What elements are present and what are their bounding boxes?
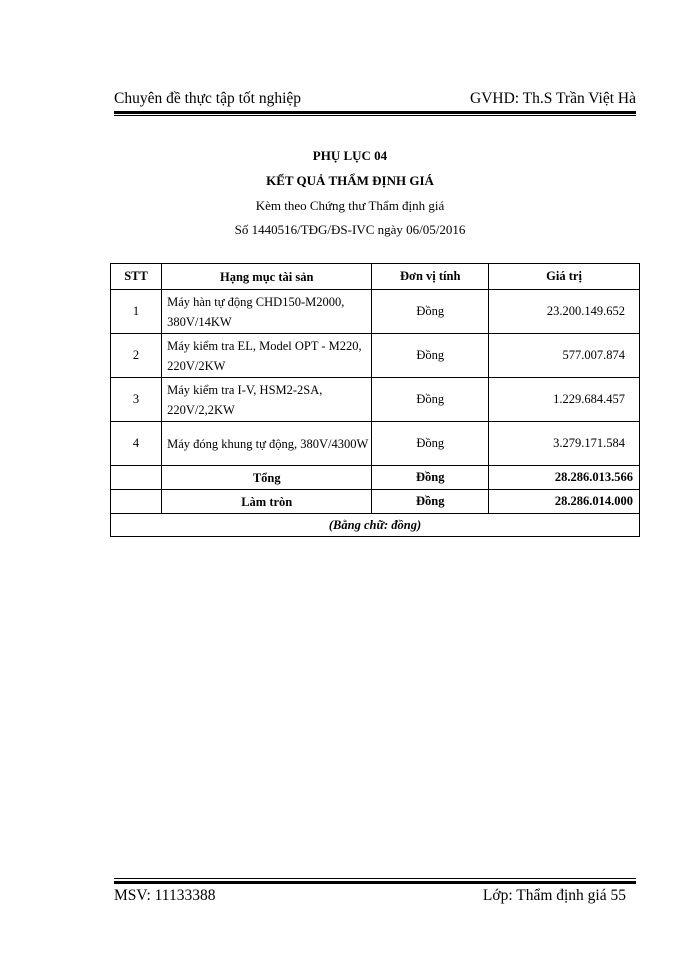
row-unit: Đồng — [372, 290, 489, 334]
row-stt: 1 — [111, 290, 162, 334]
row-value: 23.200.149.652 — [489, 290, 640, 334]
valuation-table — [110, 263, 640, 537]
page-footer — [114, 887, 626, 907]
header-right-text: GVHD: Th.S Trần Việt Hà — [470, 90, 636, 107]
table-row — [111, 378, 640, 422]
appendix-title: PHỤ LỤC 04 — [312, 148, 388, 163]
table-row — [111, 334, 640, 378]
header-left-text: Chuyên đề thực tập tốt nghiệp — [114, 90, 302, 107]
rounded-unit: Đồng — [372, 490, 489, 514]
footer-student-id: MSV: 11133388 — [114, 887, 216, 904]
footer-rule-thin — [114, 878, 636, 879]
row-stt: 2 — [111, 334, 162, 378]
rounded-row — [111, 490, 640, 514]
row-unit: Đồng — [372, 378, 489, 422]
total-row — [111, 466, 640, 490]
subtitle: Kèm theo Chứng thư Thẩm định giá — [255, 198, 445, 213]
col-header-stt: STT — [111, 264, 162, 290]
row-stt: 3 — [111, 378, 162, 422]
row-value: 1.229.684.457 — [489, 378, 640, 422]
row-value: 577.007.874 — [489, 334, 640, 378]
rounded-value: 28.286.014.000 — [489, 490, 640, 514]
in-words-row — [111, 514, 640, 537]
rounded-label: Làm tròn — [162, 490, 372, 514]
row-item: Máy đóng khung tự động, 380V/4300W — [162, 422, 372, 466]
row-unit: Đồng — [372, 334, 489, 378]
header-rule-thin — [114, 115, 636, 116]
footer-class: Lớp: Thẩm định giá 55 — [482, 887, 626, 904]
col-header-item: Hạng mục tài sản — [162, 264, 372, 290]
row-item: Máy kiểm tra EL, Model OPT - M220, 220V/2KW — [162, 334, 372, 378]
row-value: 3.279.171.584 — [489, 422, 640, 466]
row-stt: 4 — [111, 422, 162, 466]
col-header-unit: Đơn vị tính — [372, 264, 489, 290]
total-label: Tổng — [162, 466, 372, 490]
table-row — [111, 422, 640, 466]
table-row — [111, 290, 640, 334]
total-value: 28.286.013.566 — [489, 466, 640, 490]
rounded-stt-empty — [111, 490, 162, 514]
total-stt-empty — [111, 466, 162, 490]
row-item: Máy kiểm tra I-V, HSM2-2SA, 220V/2,2KW — [162, 378, 372, 422]
reference-line: Số 1440516/TĐG/ĐS-IVC ngày 06/05/2016 — [234, 222, 466, 237]
table-header-row — [111, 264, 640, 290]
row-unit: Đồng — [372, 422, 489, 466]
header-rule-thick — [114, 111, 636, 114]
result-heading: KẾT QUẢ THẨM ĐỊNH GIÁ — [266, 173, 434, 188]
col-header-value: Giá trị — [489, 264, 640, 290]
in-words-text: (Bằng chữ: đồng) — [111, 514, 640, 537]
row-item: Máy hàn tự động CHD150-M2000, 380V/14KW — [162, 290, 372, 334]
total-unit: Đồng — [372, 466, 489, 490]
page-header — [114, 90, 636, 110]
footer-rule-thick — [114, 881, 636, 884]
